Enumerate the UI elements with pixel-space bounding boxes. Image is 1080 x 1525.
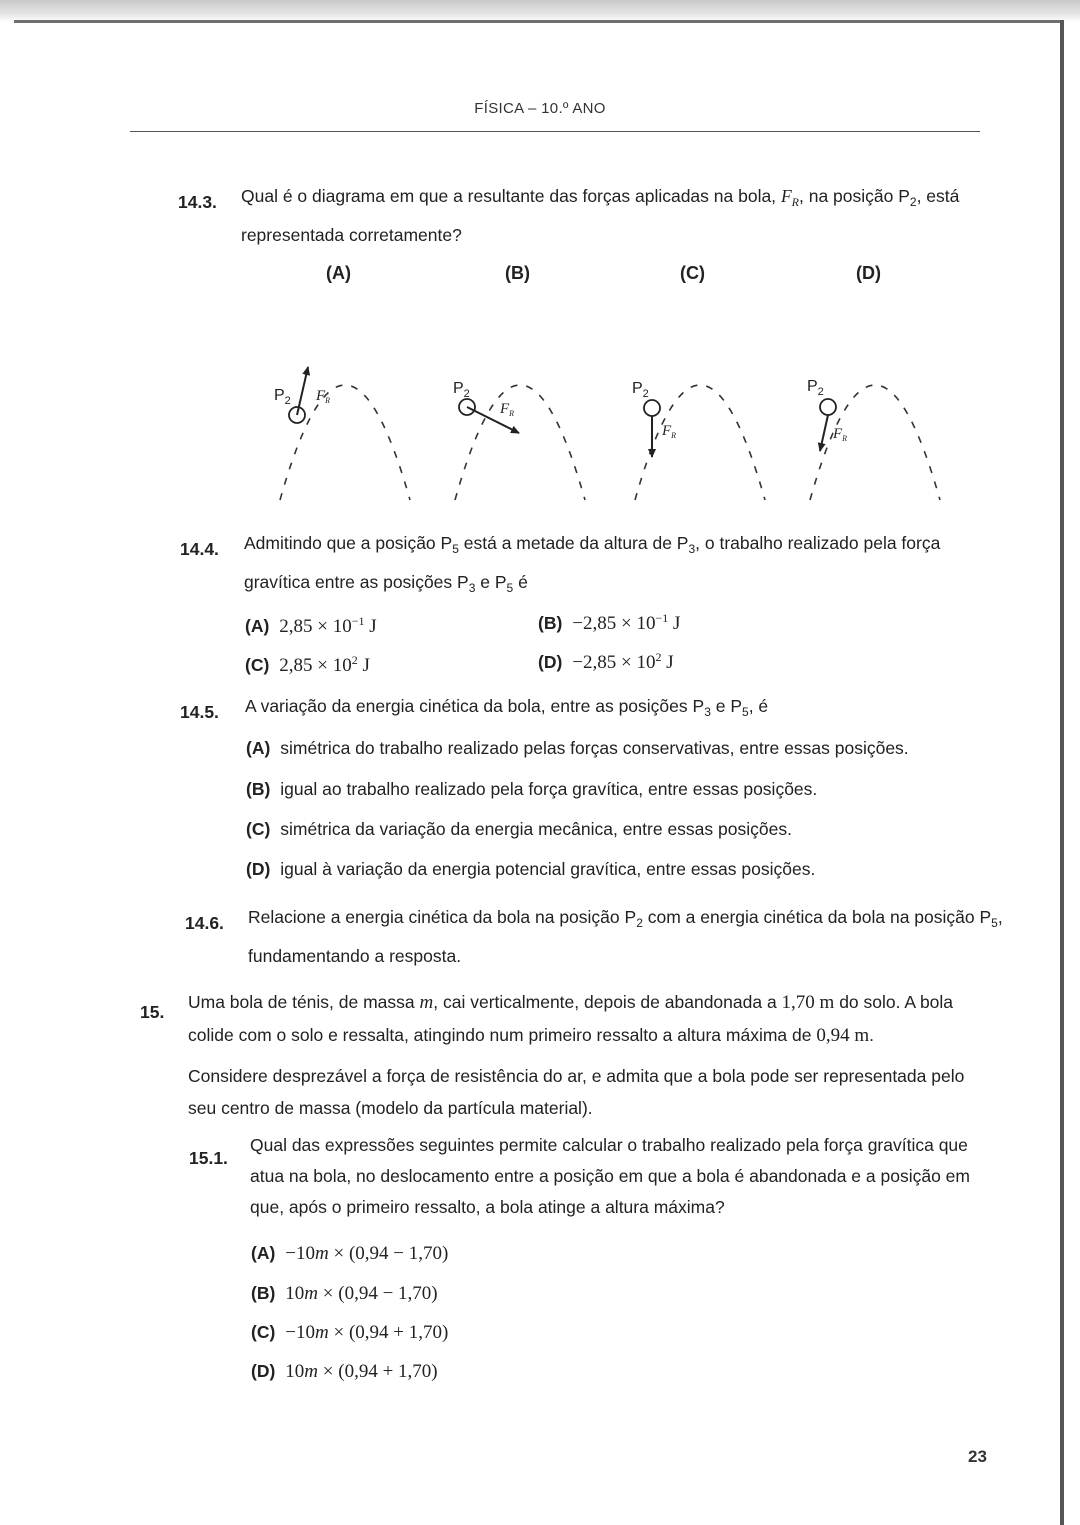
force-symbol: $F_R$ [780, 186, 799, 209]
q14-6-sub1: 2 [636, 916, 643, 930]
q14-4-l2-sub2: 5 [506, 581, 514, 595]
scan-border-right [1060, 20, 1064, 1525]
force-arrow-d [820, 415, 828, 451]
option-label: (A) [245, 616, 270, 636]
option-value: $-2,85 \times 10^2$ J [572, 650, 674, 673]
q14-4-l1-sub2: 3 [688, 542, 696, 556]
option-text: simétrica da variação da energia mecânica, entre essas posições. [280, 819, 792, 839]
option-expression: 10m × (0,94 + 1,70) [285, 1361, 438, 1382]
q14-3-text-a: Qual é o diagrama em que a resultante das forças aplicadas na bola, [241, 186, 777, 206]
question-number-14-5: 14.5. [180, 702, 219, 722]
diagram-label-d: (D) [856, 263, 881, 283]
option-expression: 10m × (0,94 − 1,70) [285, 1283, 438, 1304]
q14-6-a: Relacione a energia cinética da bola na posição P [248, 907, 637, 927]
q15-l2b: . [869, 1025, 875, 1045]
option-text: igual ao trabalho realizado pela força gravítica, entre essas posições. [280, 779, 818, 799]
option-label: (B) [251, 1283, 276, 1303]
q15-l1b: , cai verticalmente, depois de abandonada a [433, 992, 782, 1012]
force-label-a: $F_R$ [316, 388, 331, 405]
diagram-label-b: (B) [505, 263, 530, 283]
question-number-15: 15. [140, 1002, 165, 1022]
q15-1-l3: que, após o primeiro ressalto, a bola atinge a altura máxima? [250, 1197, 725, 1217]
q14-4-l2-sub1: 3 [468, 581, 476, 595]
q15-l2a: colide com o solo e ressalta, atingindo num primeiro ressalto a altura máxima de [188, 1025, 817, 1045]
q14-6-b: com a energia cinética da bola na posição P [642, 907, 992, 927]
option-15-1-a[interactable] [251, 1238, 448, 1269]
question-14-6-text [248, 901, 1018, 973]
page-number: 23 [968, 1447, 987, 1466]
ball-d [820, 399, 836, 415]
point-label-a: $P_2$ [274, 387, 291, 407]
option-label: (D) [246, 859, 271, 879]
q14-6-c: , [997, 907, 1003, 927]
header-rule [130, 131, 980, 132]
option-15-1-c[interactable] [251, 1317, 448, 1348]
q14-5-b: e P [710, 696, 743, 716]
question-14-5-text [245, 690, 1005, 729]
question-number-14-6: 14.6. [185, 913, 224, 933]
diagram-label-c: (C) [680, 263, 705, 283]
q14-6-line2: fundamentando a resposta. [248, 946, 462, 966]
bounce-height: 0,94 m [816, 1025, 870, 1046]
q15-1-l2: atua na bola, no deslocamento entre a posição em que a bola é abandonada e a posição em [250, 1166, 970, 1186]
q14-4-l1a: Admitindo que a posição P [244, 533, 453, 553]
q14-4-l1-sub1: 5 [452, 542, 459, 556]
option-label: (B) [538, 613, 563, 633]
q14-4-l1c: , o trabalho realizado pela força [695, 533, 941, 553]
option-15-1-b[interactable] [251, 1278, 438, 1309]
option-14-5-b[interactable] [246, 774, 817, 804]
mass-symbol: m [419, 992, 434, 1013]
question-15-text [188, 986, 1018, 1124]
q14-4-l2b: e P [475, 572, 507, 592]
option-14-5-d[interactable] [246, 854, 815, 884]
option-14-4-c[interactable] [245, 645, 370, 681]
force-arrow-a [297, 367, 308, 415]
q14-3-pos-sub: 2 [909, 195, 917, 209]
diagram-d [807, 378, 847, 451]
option-value: $2,85 \times 10^2$ J [279, 653, 370, 676]
option-expression: −10m × (0,94 + 1,70) [285, 1322, 449, 1343]
option-expression: −10m × (0,94 − 1,70) [285, 1243, 449, 1264]
question-14-4-text [244, 527, 1004, 605]
option-label: (D) [251, 1361, 276, 1381]
scan-border-top [14, 20, 1062, 23]
diagram-c [632, 380, 676, 457]
option-14-4-a[interactable] [245, 606, 377, 642]
option-label: (C) [246, 819, 271, 839]
trajectory-diagrams [230, 295, 990, 515]
option-14-5-a[interactable] [246, 733, 909, 763]
q15-l4: seu centro de massa (modelo da partícula material). [188, 1098, 593, 1118]
scan-edge-top [0, 0, 1080, 22]
force-label-b: $F_R$ [500, 401, 515, 418]
q14-5-c: , é [748, 696, 769, 716]
q14-5-sub2: 5 [742, 705, 749, 719]
question-15-1-text [250, 1130, 1010, 1223]
question-number-14-4: 14.4. [180, 539, 219, 559]
q14-3-text-c: , está [916, 186, 960, 206]
q14-4-l2a: gravítica entre as posições P [244, 572, 469, 592]
diagram-b [453, 380, 519, 433]
option-label: (B) [246, 779, 271, 799]
option-label: (C) [251, 1322, 276, 1342]
force-label-d: $F_R$ [833, 426, 848, 443]
q14-6-sub2: 5 [991, 916, 998, 930]
drop-height: 1,70 m [781, 992, 835, 1013]
question-14-3-text [241, 180, 1001, 252]
option-value: $-2,85 \times 10^{-1}$ J [572, 611, 681, 634]
q14-5-sub1: 3 [704, 705, 711, 719]
option-14-4-d[interactable] [538, 642, 674, 678]
point-label-d: $P_2$ [807, 378, 824, 398]
q14-3-text-b: , na posição P [798, 186, 910, 206]
ball-c [644, 400, 660, 416]
diagram-a [274, 367, 330, 423]
option-label: (A) [246, 738, 271, 758]
q14-5-a: A variação da energia cinética da bola, entre as posições P [245, 696, 705, 716]
q15-1-l1: Qual das expressões seguintes permite calcular o trabalho realizado pela força gravítica que [250, 1135, 968, 1155]
option-14-5-c[interactable] [246, 814, 792, 844]
question-number-14-3: 14.3. [178, 192, 217, 212]
q15-l1a: Uma bola de ténis, de massa [188, 992, 420, 1012]
page-header: FÍSICA – 10.º ANO [474, 100, 606, 117]
q15-l3: Considere desprezável a força de resistência do ar, e admita que a bola pode ser representada pelo [188, 1066, 965, 1086]
option-label: (C) [245, 655, 270, 675]
q14-3-line2: representada corretamente? [241, 225, 462, 245]
diagram-label-a: (A) [326, 263, 351, 283]
option-text: igual à variação da energia potencial gravítica, entre essas posições. [280, 859, 816, 879]
option-label: (A) [251, 1243, 276, 1263]
option-14-4-b[interactable] [538, 603, 680, 639]
q14-4-l1b: está a metade da altura de P [458, 533, 689, 553]
point-label-b: $P_2$ [453, 380, 470, 400]
q15-l1c: do solo. A bola [834, 992, 954, 1012]
q14-4-l2c: é [513, 572, 528, 592]
point-label-c: $P_2$ [632, 380, 649, 400]
option-text: simétrica do trabalho realizado pelas forças conservativas, entre essas posições. [280, 738, 909, 758]
question-number-15-1: 15.1. [189, 1148, 228, 1168]
option-value: $2,85 \times 10^{-1}$ J [279, 614, 377, 637]
option-15-1-d[interactable] [251, 1356, 438, 1387]
force-label-c: $F_R$ [662, 423, 677, 440]
option-label: (D) [538, 652, 563, 672]
